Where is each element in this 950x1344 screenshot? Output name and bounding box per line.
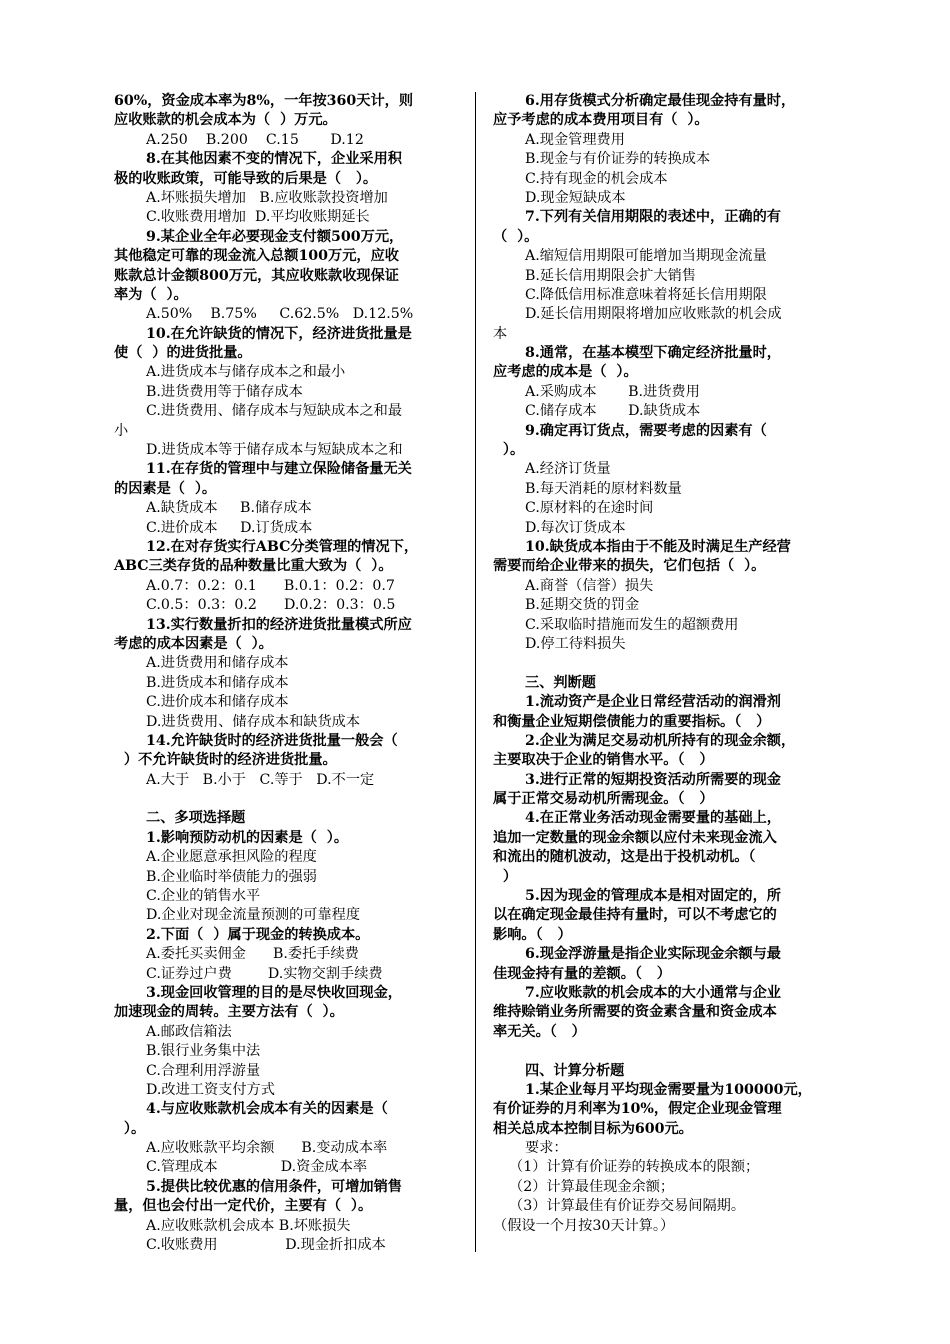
- text-line: 4.在正常业务活动现金需要量的基础上，: [525, 810, 781, 827]
- text-line: 12.在对存货实行ABC分类管理的情况下，: [146, 538, 419, 555]
- text-line: C.合理利用浮游量: [146, 1062, 261, 1079]
- text-line: C.进价成本和储存成本: [146, 694, 289, 711]
- text-line: C.储存成本 D.缺货成本: [525, 403, 701, 420]
- text-line: 应考虑的成本是（ ）。: [493, 364, 638, 381]
- text-line: C.持有现金的机会成本: [525, 170, 668, 187]
- text-line: 极的收账政策，可能导致的后果是（ ）。: [114, 170, 378, 187]
- column-divider: [475, 92, 476, 1252]
- text-line: 其他稳定可靠的现金流入总额100万元，应收: [114, 248, 399, 265]
- text-line: A.250 B.200 C.15 D.12: [146, 131, 364, 148]
- text-line: B.现金与有价证券的转换成本: [525, 151, 711, 168]
- text-line: A.应收账款平均余额 B.变动成本率: [146, 1140, 388, 1157]
- text-line: C.进货费用、储存成本与短缺成本之和最: [146, 403, 403, 420]
- text-line: D.进货费用、储存成本和缺货成本: [146, 713, 361, 730]
- text-line: ）。: [493, 442, 525, 459]
- text-line: [114, 790, 456, 809]
- text-line: A.进货成本与储存成本之和最小: [146, 364, 346, 381]
- text-line: 属于正常交易动机所需现金。（ ）: [493, 791, 714, 808]
- text-line: 率为（ ）。: [114, 286, 188, 303]
- text-line: （假设一个月按30天计算。）: [493, 1217, 675, 1234]
- text-line: 要求：: [525, 1140, 568, 1157]
- text-line: 8.通常，在基本模型下确定经济批量时，: [525, 345, 781, 362]
- text-line: [493, 1042, 841, 1061]
- text-line: C.企业的销售水平: [146, 888, 261, 905]
- left-column: [114, 92, 456, 1255]
- text-line: 有价证券的月利率为10%，假定企业现金管理: [493, 1101, 782, 1118]
- text-line: C.原材料的在途时间: [525, 500, 654, 517]
- text-line: 本: [493, 325, 508, 342]
- text-line: 1.影响预防动机的因素是（ ）。: [146, 829, 349, 846]
- text-line: 四、计算分析题: [525, 1062, 625, 1079]
- text-line: B.进货成本和储存成本: [146, 674, 289, 691]
- text-line: A.缺货成本 B.储存成本: [146, 500, 312, 517]
- text-line: 13.实行数量折扣的经济进货批量模式所应: [146, 616, 412, 633]
- text-line: D.改进工资支付方式: [146, 1081, 275, 1098]
- text-line: A.进货费用和储存成本: [146, 655, 289, 672]
- text-line: 4.与应收账款机会成本有关的因素是（: [146, 1101, 388, 1118]
- text-line: 追加一定数量的现金余额以应付未来现金流入: [493, 829, 777, 846]
- text-line: A.50% B.75% C.62.5% D.12.5%: [146, 306, 414, 323]
- text-line: （1）计算有价证券的转换成本的限额；: [509, 1159, 760, 1176]
- text-line: 10.缺货成本指由于不能及时满足生产经营: [525, 538, 791, 555]
- text-line: B.银行业务集中法: [146, 1043, 261, 1060]
- text-line: A.邮政信箱法: [146, 1023, 232, 1040]
- text-line: B.延长信用期限会扩大销售: [525, 267, 696, 284]
- text-line: 14.允许缺货时的经济进货批量一般会（: [146, 732, 398, 749]
- text-line: ）: [493, 868, 518, 885]
- text-line: ）。: [114, 1120, 146, 1137]
- text-line: 9.某企业全年必要现金支付额500万元，: [146, 228, 404, 245]
- text-line: 使（ ）的进货批量。: [114, 345, 252, 362]
- text-line: 以在确定现金最佳持有量时，可以不考虑它的: [493, 907, 777, 924]
- text-line: A.委托买卖佣金 B.委托手续费: [146, 946, 359, 963]
- text-line: A.大于 B.小于 C.等于 D.不一定: [146, 771, 375, 788]
- text-line: B.每天消耗的原材料数量: [525, 480, 682, 497]
- text-line: 和衡量企业短期偿债能力的重要指标。（ ）: [493, 713, 771, 730]
- text-line: 维持赊销业务所需要的资金素含量和资金成本: [493, 1004, 777, 1021]
- text-line: D.每次订货成本: [525, 519, 626, 536]
- text-line: C.降低信用标准意味着将延长信用期限: [525, 286, 767, 303]
- text-line: C.收账费用 D.现金折扣成本: [146, 1237, 386, 1254]
- text-line: 影响。（ ）: [493, 926, 572, 943]
- right-column: [493, 92, 841, 1236]
- text-line: A.商誉（信誉）损失: [525, 577, 654, 594]
- text-line: A.0.7：0.2：0.1 B.0.1：0.2：0.7: [146, 577, 395, 594]
- text-line: 2.下面（ ）属于现金的转换成本。: [146, 926, 370, 943]
- text-line: （3）计算最佳有价证券交易间隔期。: [509, 1198, 746, 1215]
- text-line: ABC三类存货的品种数量比重大致为（ ）。: [114, 558, 393, 575]
- text-line: 应予考虑的成本费用项目有（ ）。: [493, 112, 709, 129]
- text-line: 二、多项选择题: [146, 810, 246, 827]
- text-line: 3.现金回收管理的目的是尽快收回现金，: [146, 984, 402, 1001]
- text-line: C.管理成本 D.资金成本率: [146, 1159, 368, 1176]
- text-line: 11.在存货的管理中与建立保险储备量无关: [146, 461, 412, 478]
- text-line: D.企业对现金流量预测的可靠程度: [146, 907, 361, 924]
- text-line: A.企业愿意承担风险的程度: [146, 849, 317, 866]
- text-line: C.0.5：0.3：0.2 D.0.2：0.3：0.5: [146, 597, 396, 614]
- text-line: 9.确定再订货点，需要考虑的因素有（: [525, 422, 767, 439]
- text-line: B.企业临时举债能力的强弱: [146, 868, 317, 885]
- text-line: C.进价成本 D.订货成本: [146, 519, 313, 536]
- text-line: C.证券过户费 D.实物交割手续费: [146, 965, 383, 982]
- text-line: D.现金短缺成本: [525, 189, 626, 206]
- text-line: C.收账费用增加 D.平均收账期延长: [146, 209, 370, 226]
- text-line: 主要取决于企业的销售水平。（ ）: [493, 752, 714, 769]
- text-line: D.延长信用期限将增加应收账款的机会成: [525, 306, 782, 323]
- text-line: 相关总成本控制目标为600元。: [493, 1120, 693, 1137]
- text-line: A.采购成本 B.进货费用: [525, 383, 700, 400]
- text-line: 8.在其他因素不变的情况下，企业采用积: [146, 151, 402, 168]
- text-line: ）不允许缺货时的经济进货批量。: [114, 752, 337, 769]
- text-line: 2.企业为满足交易动机所持有的现金余额，: [525, 732, 796, 749]
- text-line: A.坏账损失增加 B.应收账款投资增加: [146, 189, 388, 206]
- text-line: 和流出的随机波动，这是出于投机动机。（: [493, 849, 756, 866]
- text-line: 3.进行正常的短期投资活动所需要的现金: [525, 771, 781, 788]
- text-line: 6.现金浮游量是指企业实际现金余额与最: [525, 946, 781, 963]
- text-line: 率无关。（ ）: [493, 1023, 586, 1040]
- text-line: 1.流动资产是企业日常经营活动的润滑剂: [525, 694, 781, 711]
- text-line: B.进货费用等于储存成本: [146, 383, 303, 400]
- text-line: 应收账款的机会成本为（ ）万元。: [114, 112, 337, 129]
- text-line: D.进货成本等于储存成本与短缺成本之和: [146, 442, 403, 459]
- text-line: 账款总计金额800万元，其应收账款收现保证: [114, 267, 399, 284]
- text-line: 考虑的成本因素是（ ）。: [114, 635, 273, 652]
- text-line: 量，但也会付出一定代价，主要有（ ）。: [114, 1198, 373, 1215]
- text-line: 小: [114, 422, 129, 439]
- text-line: 加速现金的周转。主要方法有（ ）。: [114, 1004, 344, 1021]
- text-line: A.缩短信用期限可能增加当期现金流量: [525, 248, 767, 265]
- text-line: B.延期交货的罚金: [525, 597, 640, 614]
- text-line: 7.应收账款的机会成本的大小通常与企业: [525, 984, 781, 1001]
- text-line: D.停工待料损失: [525, 635, 626, 652]
- text-line: 6.用存货模式分析确定最佳现金持有量时，: [525, 93, 796, 109]
- text-line: （2）计算最佳现金余额；: [509, 1178, 675, 1195]
- text-line: [493, 654, 841, 673]
- text-line: 7.下列有关信用期限的表述中，正确的有: [525, 209, 781, 226]
- text-line: 60%，资金成本率为8%，一年按360天计，则: [114, 93, 414, 109]
- text-line: 三、判断题: [525, 674, 596, 691]
- text-line: 10.在允许缺货的情况下，经济进货批量是: [146, 325, 412, 342]
- text-line: 5.因为现金的管理成本是相对固定的，所: [525, 888, 781, 905]
- text-line: （ ）。: [493, 228, 539, 245]
- text-line: 1.某企业每月平均现金需要量为100000元，: [525, 1081, 812, 1098]
- text-line: 的因素是（ ）。: [114, 480, 217, 497]
- text-line: A.应收账款机会成本 B.坏账损失: [146, 1217, 351, 1234]
- text-line: 佳现金持有量的差额。（ ）: [493, 965, 671, 982]
- text-line: A.经济订货量: [525, 461, 611, 478]
- text-line: 需要而给企业带来的损失，它们包括（ ）。: [493, 558, 766, 575]
- text-line: A.现金管理费用: [525, 131, 625, 148]
- text-line: 5.提供比较优惠的信用条件，可增加销售: [146, 1178, 402, 1195]
- text-line: C.采取临时措施而发生的超额费用: [525, 616, 739, 633]
